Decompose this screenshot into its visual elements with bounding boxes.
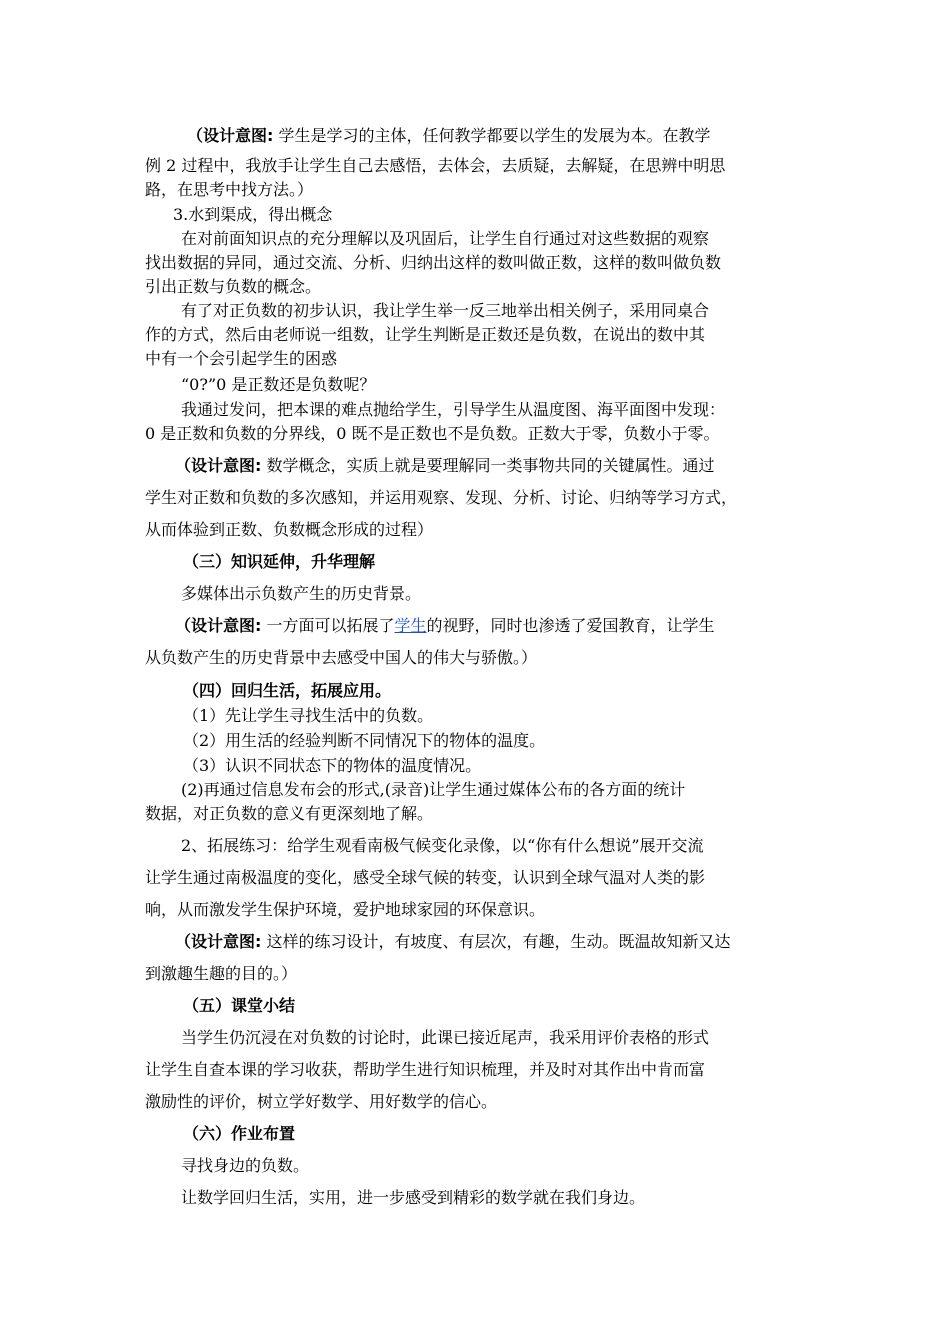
- section-heading: （五）课堂小结: [183, 996, 296, 1015]
- paragraph-line: 0 是正数和负数的分界线，0 既不是正数也不是负数。正数大于零，负数小于零。: [145, 424, 720, 443]
- design-intent-note: [175, 616, 815, 636]
- paragraph-line: 我通过发问，把本课的难点抛给学生，引导学生从温度图、海平面图中发现：: [181, 400, 726, 419]
- paragraph-line: 数据，对正负数的意义有更深刻地了解。: [145, 804, 434, 823]
- design-intent-note: [187, 126, 815, 146]
- design-intent-note: [175, 456, 815, 476]
- paragraph-line: 让数学回归生活，实用，进一步感受到精彩的数学就在我们身边。: [181, 1188, 646, 1207]
- list-item: （1）先让学生寻找生活中的负数。: [183, 706, 434, 725]
- note-text: 从而体验到正数、负数概念形成的过程）: [145, 520, 434, 539]
- note-label: （设计意图:: [175, 616, 262, 635]
- paragraph-line: 响，从而激发学生保护环境，爱护地球家园的环保意识。: [145, 900, 546, 919]
- paragraph-line: 让学生自查本课的学习收获，帮助学生进行知识梳理，并及时对其作出中肯而富: [145, 1060, 706, 1079]
- paragraph-line: 多媒体出示负数产生的历史背景。: [181, 584, 422, 603]
- paragraph-line: (2)再通过信息发布会的形式,(录音)让学生通过媒体公布的各方面的统计: [181, 780, 686, 799]
- note-text: 的视野，同时也渗透了爱国教育，让学生: [426, 616, 715, 635]
- paragraph-line: 激励性的评价，树立学好数学、用好数学的信心。: [145, 1092, 498, 1111]
- note-text: 到激趣生趣的目的。）: [145, 964, 298, 983]
- section-heading: （三）知识延伸，升华理解: [183, 552, 376, 571]
- paragraph-line: “0?”0 是正数还是负数呢？: [181, 375, 376, 394]
- note-text: 从负数产生的历史背景中去感受中国人的伟大与骄傲。）: [145, 648, 538, 667]
- note-text: 例 2 过程中，我放手让学生自己去感悟，去体会，去质疑，去解疑，在思辨中明思: [145, 156, 726, 175]
- section-heading: （四）回归生活，拓展应用。: [183, 681, 392, 700]
- note-text: 路，在思考中找方法。）: [145, 180, 314, 199]
- note-text: 数学概念，实质上就是要理解同一类事物共同的关键属性。通过: [261, 456, 715, 475]
- paragraph-line: 寻找身边的负数。: [181, 1156, 310, 1175]
- design-intent-note: [175, 932, 815, 952]
- note-text: 这样的练习设计，有坡度、有层次，有趣，生动。既温故知新又达: [261, 932, 731, 951]
- list-item: （2）用生活的经验判断不同情况下的物体的温度。: [183, 731, 546, 750]
- list-item: （3）认识不同状态下的物体的温度情况。: [183, 756, 482, 775]
- paragraph-line: 中有一个会引起学生的困惑: [145, 349, 338, 368]
- paragraph-line: 2、拓展练习：给学生观看南极气候变化录像，以“你有什么想说”展开交流: [181, 836, 704, 855]
- note-label: （设计意图:: [187, 126, 274, 145]
- paragraph-line: 找出数据的异同，通过交流、分析、归纳出这样的数叫做正数，这样的数叫做负数: [145, 253, 722, 272]
- paragraph-line: 有了对正负数的初步认识，我让学生举一反三地举出相关例子，采用同桌合: [181, 301, 710, 320]
- paragraph-line: 在对前面知识点的充分理解以及巩固后，让学生自行通过对这些数据的观察: [181, 229, 710, 248]
- paragraph-line: 作的方式，然后由老师说一组数，让学生判断是正数还是负数，在说出的数中其: [145, 325, 706, 344]
- paragraph-line: 引出正数与负数的概念。: [145, 277, 322, 296]
- note-label: （设计意图:: [175, 932, 262, 951]
- section-heading: （六）作业布置: [183, 1124, 296, 1143]
- student-link[interactable]: 学生: [394, 616, 427, 635]
- note-label: （设计意图:: [175, 456, 262, 475]
- note-text: 学生是学习的主体，任何教学都要以学生的发展为本。在教学: [273, 126, 711, 145]
- note-text: 一方面可以拓展了: [261, 616, 395, 635]
- paragraph-line: 让学生通过南极温度的变化，感受全球气候的转变，认识到全球气温对人类的影: [145, 868, 706, 887]
- note-text: 学生对正数和负数的多次感知，并运用观察、发现、分析、讨论、归纳等学习方式，: [145, 488, 738, 507]
- paragraph-line: 当学生仍沉浸在对负数的讨论时，此课已接近尾声，我采用评价表格的形式: [181, 1028, 710, 1047]
- section-heading: 3.水到渠成，得出概念: [173, 205, 333, 224]
